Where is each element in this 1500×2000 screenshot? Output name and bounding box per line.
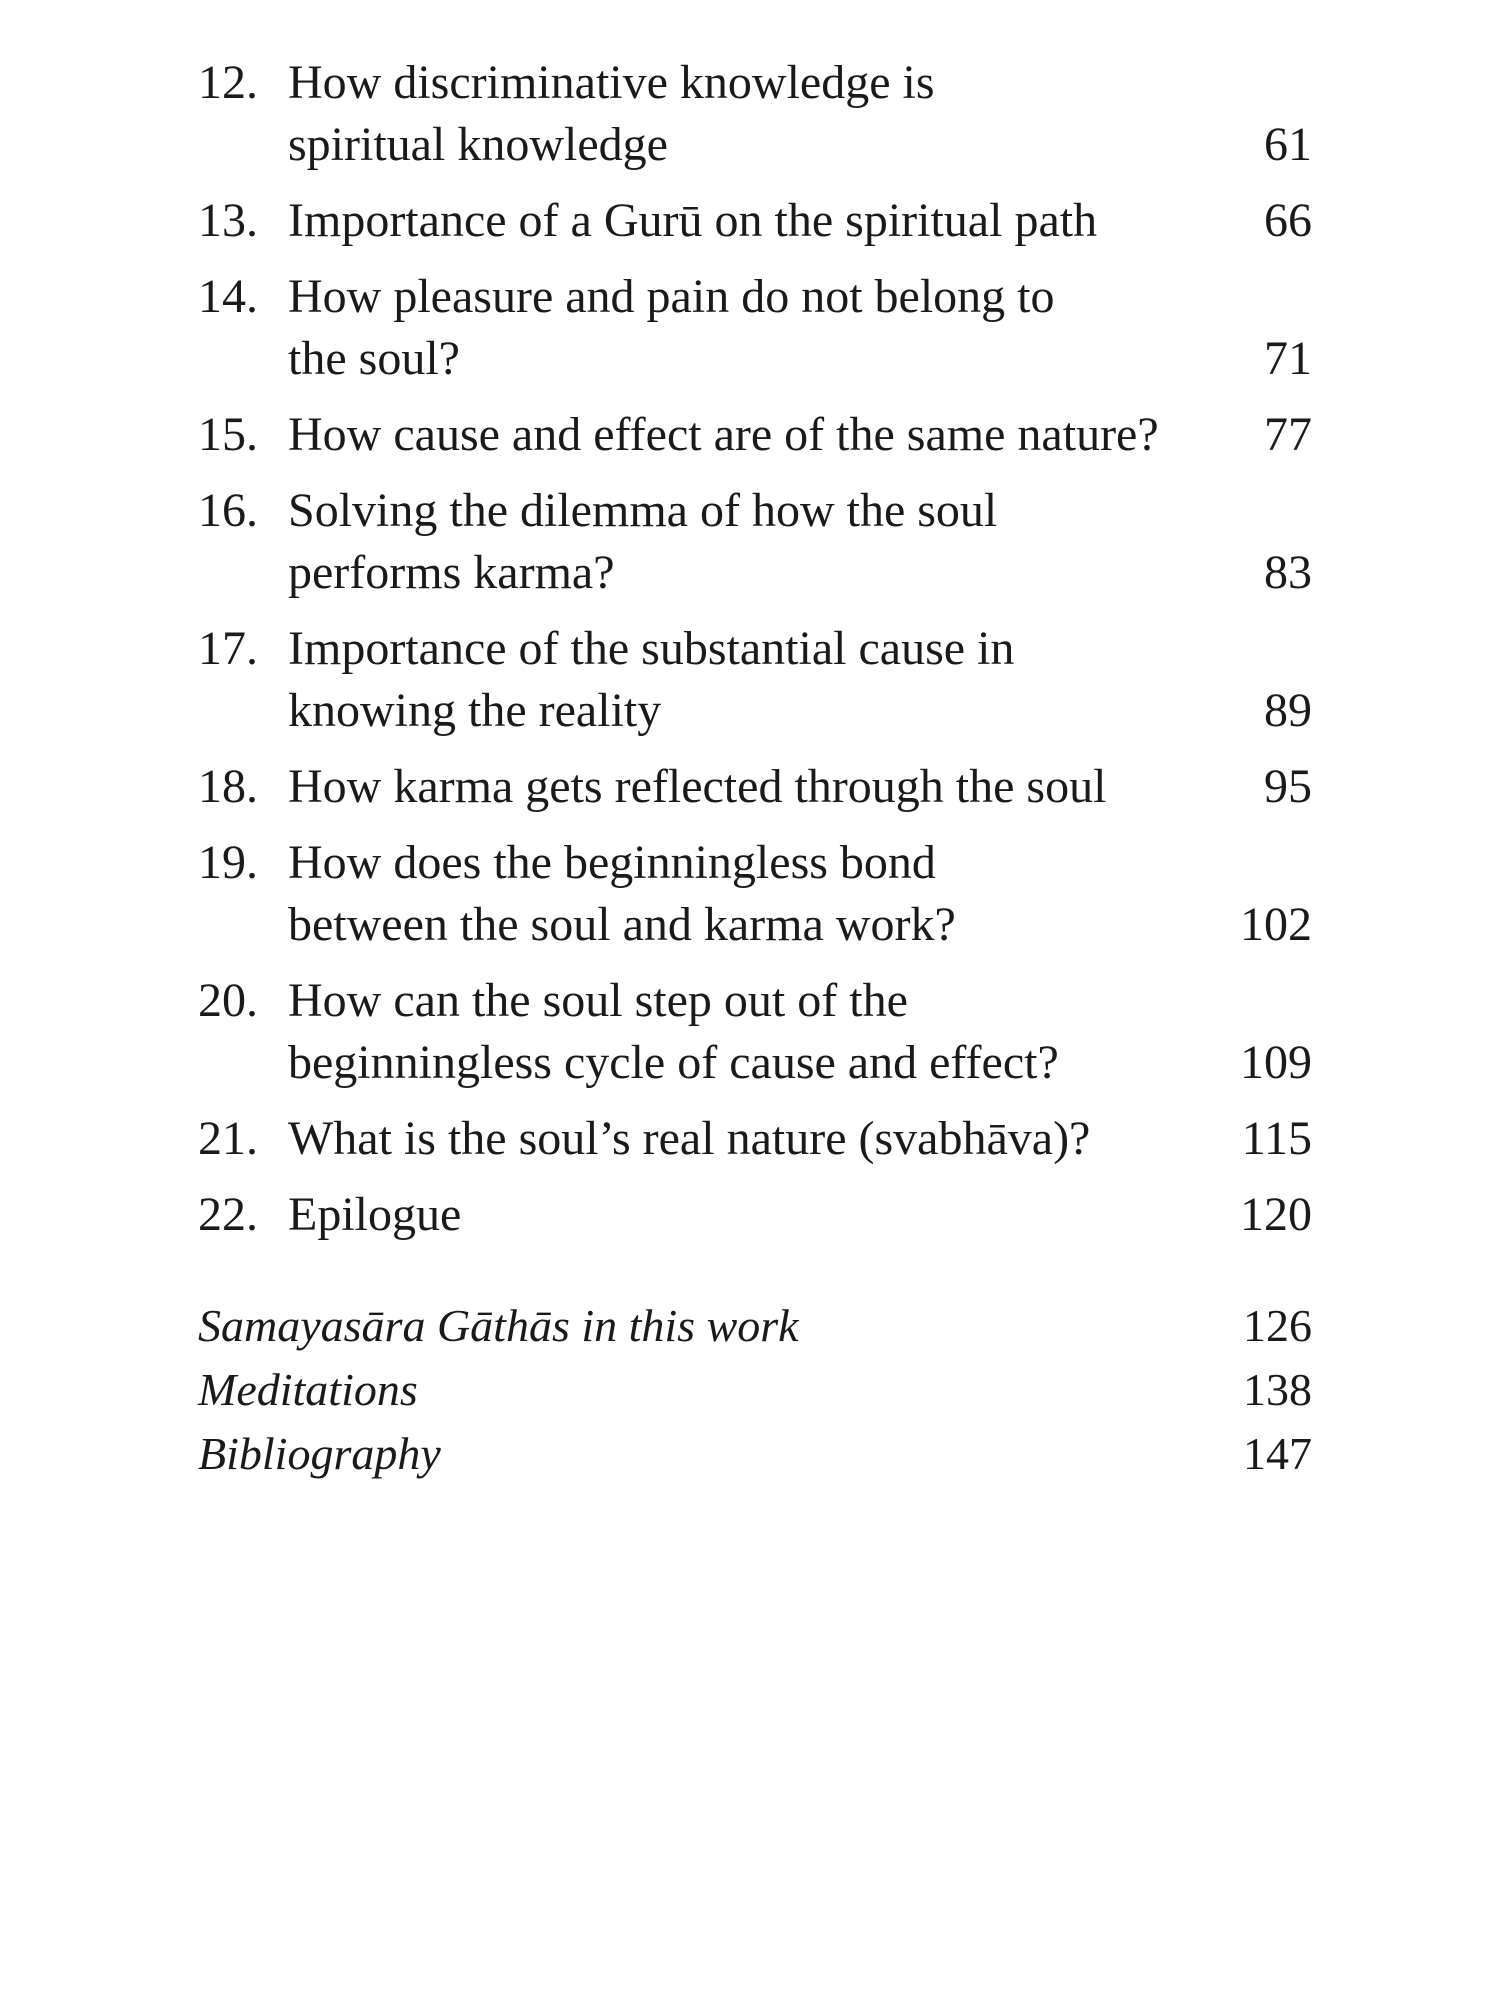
toc-entry-18 xyxy=(198,756,1312,818)
toc-entry-15 xyxy=(198,404,1312,466)
toc-entry-17 xyxy=(198,618,1312,742)
back-matter-entry-meditations xyxy=(198,1358,1312,1422)
toc-entry-16 xyxy=(198,480,1312,604)
page-number: 120 xyxy=(1240,1188,1312,1241)
page-number: 95 xyxy=(1264,760,1312,813)
chapter-title: How pleasure and pain do not belong to the soul? xyxy=(288,270,1055,385)
chapter-title: What is the soul’s real nature (svabhāva)? xyxy=(288,1112,1091,1165)
table-of-contents xyxy=(198,52,1312,1486)
toc-entry-13 xyxy=(198,190,1312,252)
toc-entry-14 xyxy=(198,266,1312,390)
chapter-number: 14. xyxy=(198,270,258,323)
toc-entry-20 xyxy=(198,970,1312,1094)
chapter-title: How cause and effect are of the same nature? xyxy=(288,408,1159,461)
page-number: 77 xyxy=(1264,408,1312,461)
toc-entry-19 xyxy=(198,832,1312,956)
chapter-number: 21. xyxy=(198,1112,258,1165)
chapter-number: 17. xyxy=(198,622,258,675)
chapter-title: How karma gets reflected through the soul xyxy=(288,760,1107,813)
chapter-title: Importance of the substantial cause in knowing the reality xyxy=(288,622,1015,737)
chapter-number: 20. xyxy=(198,974,258,1027)
back-matter-entry-bibliography xyxy=(198,1422,1312,1486)
back-matter-title: Meditations xyxy=(198,1364,418,1415)
chapter-number: 18. xyxy=(198,760,258,813)
back-matter xyxy=(198,1294,1312,1486)
back-matter-entry-gathas xyxy=(198,1294,1312,1358)
page-number: 147 xyxy=(1243,1428,1312,1479)
page-number: 138 xyxy=(1243,1364,1312,1415)
page-number: 102 xyxy=(1240,898,1312,951)
chapter-number: 15. xyxy=(198,408,258,461)
chapter-number: 12. xyxy=(198,56,258,109)
page-number: 89 xyxy=(1264,684,1312,737)
chapter-title: Importance of a Gurū on the spiritual path xyxy=(288,194,1098,247)
chapter-number: 19. xyxy=(198,836,258,889)
chapter-title: How can the soul step out of the beginningless cycle of cause and effect? xyxy=(288,974,1059,1089)
toc-entry-12 xyxy=(198,52,1312,176)
back-matter-title: Samayasāra Gāthās in this work xyxy=(198,1300,799,1351)
chapter-title: How discriminative knowledge is spiritual knowledge xyxy=(288,56,935,171)
page-number: 109 xyxy=(1240,1036,1312,1089)
chapter-number: 22. xyxy=(198,1188,258,1241)
page-number: 66 xyxy=(1264,194,1312,247)
chapter-number: 16. xyxy=(198,484,258,537)
toc-entry-22 xyxy=(198,1184,1312,1246)
page-number: 83 xyxy=(1264,546,1312,599)
back-matter-title: Bibliography xyxy=(198,1428,441,1479)
chapter-title: How does the beginningless bond between the soul and karma work? xyxy=(288,836,956,951)
chapter-title: Epilogue xyxy=(288,1188,462,1241)
page-number: 61 xyxy=(1264,118,1312,171)
page-number: 126 xyxy=(1243,1300,1312,1351)
chapter-title: Solving the dilemma of how the soul performs karma? xyxy=(288,484,998,599)
toc-entry-21 xyxy=(198,1108,1312,1170)
chapter-number: 13. xyxy=(198,194,258,247)
page-number: 115 xyxy=(1241,1112,1312,1165)
page-number: 71 xyxy=(1264,332,1312,385)
